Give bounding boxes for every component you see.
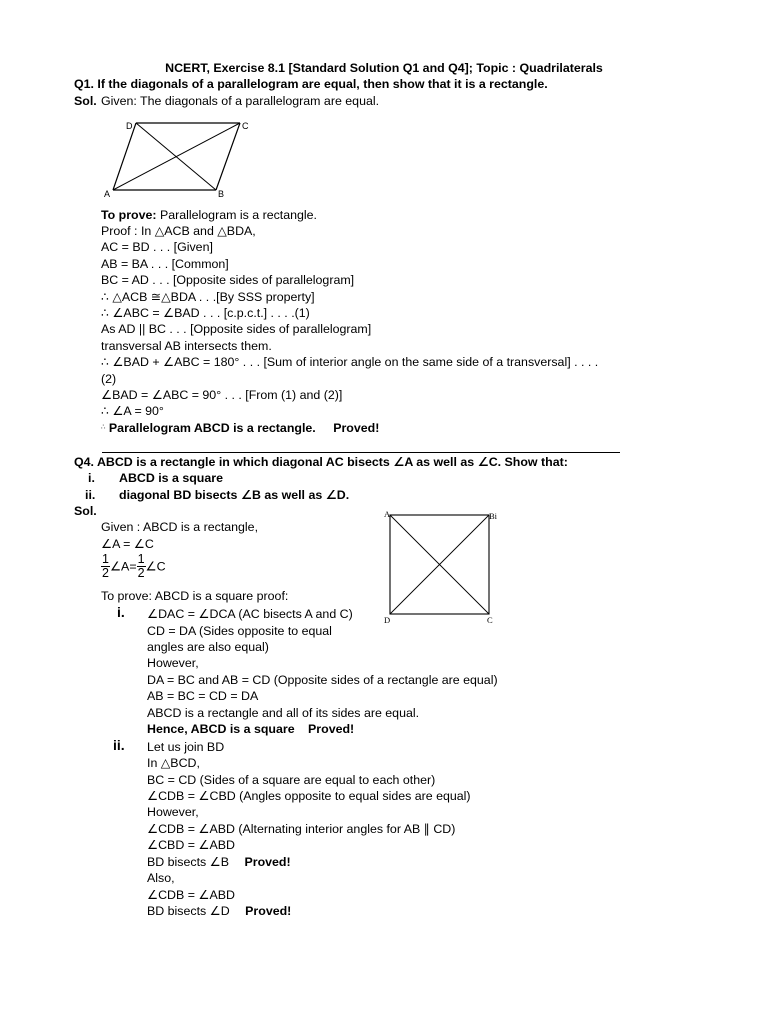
q4-part-number: ii. — [85, 488, 96, 502]
q1-proved: Proved! — [333, 421, 380, 435]
bisect-b-proved: Proved! — [244, 855, 291, 869]
page-title: NCERT, Exercise 8.1 [Standard Solution Q1 and Q4]; Topic : Quadrilaterals — [165, 61, 603, 75]
q4-part-number: i. — [88, 471, 95, 485]
vertex-label-c: C — [242, 121, 249, 131]
diagonal-bd — [136, 123, 216, 190]
q1-conclusion: Parallelogram ABCD is a rectangle. — [108, 421, 316, 435]
part-ii-line: ∠CDB = ∠ABD (Alternating interior angles for AB ∥ CD) — [147, 822, 456, 836]
part-ii-line: In △BCD, — [147, 756, 200, 770]
part-i-line: angles are also equal) — [147, 640, 269, 654]
vertex-label-d: D — [384, 615, 391, 625]
fraction-half: $\frac{1}{2}$ — [102, 552, 109, 580]
part-ii-line: Let us join BD — [147, 740, 225, 754]
part-i-line: ABCD is a rectangle and all of its sides are equal. — [147, 706, 420, 720]
part-i-line: AB = BC = CD = DA — [147, 689, 259, 703]
q1-sol-label: Sol. — [74, 94, 97, 108]
q1-question: Q1. If the diagonals of a parallelogram are equal, then show that it is a rectangle. — [74, 77, 548, 91]
q4-angle-eq: ∠A = ∠C — [101, 537, 154, 551]
vertex-label-a: A — [104, 189, 111, 199]
part-i-line: ∠DAC = ∠DCA (AC bisects A and C) — [147, 607, 353, 621]
q1-proof-line: BC = AD . . . [Opposite sides of parallelogram] — [101, 273, 355, 287]
square-figure — [380, 506, 500, 624]
q1-proof-line: As AD || BC . . . [Opposite sides of parallelogram] — [101, 322, 372, 336]
q4-part-text: diagonal BD bisects ∠B as well as ∠D. — [119, 488, 350, 502]
part-ii-number: ii. — [113, 737, 125, 753]
vertex-label-c: C — [487, 615, 493, 625]
bisect-d-proved: Proved! — [245, 904, 292, 918]
also-line: Also, — [147, 871, 175, 885]
q4-to-prove: To prove: ABCD is a square proof: — [101, 589, 289, 603]
q1-proof-line: ∠BAD = ∠ABC = 90° . . . [From (1) and (2)] — [101, 388, 343, 402]
vertex-label-b: Bi — [489, 511, 498, 521]
bisect-d-text: BD bisects ∠D — [147, 904, 230, 918]
cdb-abd-line: ∠CDB = ∠ABD — [147, 888, 235, 902]
bisect-d-line — [147, 903, 291, 919]
part-i-line: However, — [147, 656, 199, 670]
part-i-conclusion: Hence, ABCD is a square — [147, 722, 295, 736]
q1-proof-line: ∴ ∠BAD + ∠ABC = 180° . . . [Sum of interior angle on the same side of a transversal] . . . . — [101, 355, 599, 369]
q1-proof-line: ∴ ∠ABC = ∠BAD . . . [c.p.c.t.] . . . .(1) — [101, 306, 310, 320]
part-ii-line: BC = CD (Sides of a square are equal to each other) — [147, 773, 436, 787]
q1-given: Given: The diagonals of a parallelogram are equal. — [101, 94, 380, 108]
part-ii-line: ∠CDB = ∠CBD (Angles opposite to equal sides are equal) — [147, 789, 471, 803]
q1-proof-line: (2) — [101, 372, 117, 386]
therefore-mark: ∴ — [101, 424, 106, 431]
to-prove-label: To prove: — [101, 208, 157, 222]
vertex-label-b: B — [218, 189, 225, 199]
part-i-conclusion-line — [147, 721, 354, 737]
q4-fraction-eq: $\frac{1}{2}$ ∠A= $\frac{1}{2}$ ∠C — [102, 552, 166, 580]
q1-conclusion-line — [101, 420, 379, 436]
q1-proof-line: ∴ ∠A = 90° — [101, 404, 164, 418]
section-divider — [102, 452, 620, 453]
q1-proof-line: ∴ △ACB ≅△BDA . . .[By SSS property] — [101, 290, 315, 304]
q4-given: Given : ABCD is a rectangle, — [101, 520, 259, 534]
part-i-line: DA = BC and AB = CD (Opposite sides of a rectangle are equal) — [147, 673, 498, 687]
q4-part-text: ABCD is a square — [119, 471, 223, 485]
bisect-b-line — [147, 854, 291, 870]
side-bc — [216, 123, 240, 190]
part-ii-line: However, — [147, 805, 199, 819]
part-i-number: i. — [117, 604, 125, 620]
vertex-label-d: D — [126, 121, 133, 131]
q1-proof-line: transversal AB intersects them. — [101, 339, 272, 353]
part-i-proved: Proved! — [308, 722, 355, 736]
q1-proof-line: Proof : In △ACB and △BDA, — [101, 224, 256, 238]
to-prove-text: Parallelogram is a rectangle. — [156, 208, 317, 222]
q1-to-prove — [101, 207, 317, 223]
q4-sol-label: Sol. — [74, 504, 97, 518]
bisect-b-text: BD bisects ∠B — [147, 855, 230, 869]
fraction-half: $\frac{1}{2}$ — [137, 552, 145, 580]
parallelogram-figure — [100, 114, 260, 200]
q1-proof-line: AB = BA . . . [Common] — [101, 257, 229, 271]
part-ii-line: ∠CBD = ∠ABD — [147, 838, 235, 852]
vertex-label-a: A — [384, 509, 391, 519]
part-i-line: CD = DA (Sides opposite to equal — [147, 624, 332, 638]
q4-question: Q4. ABCD is a rectangle in which diagonal AC bisects ∠A as well as ∠C. Show that: — [74, 455, 568, 469]
q1-proof-line: AC = BD . . . [Given] — [101, 240, 213, 254]
